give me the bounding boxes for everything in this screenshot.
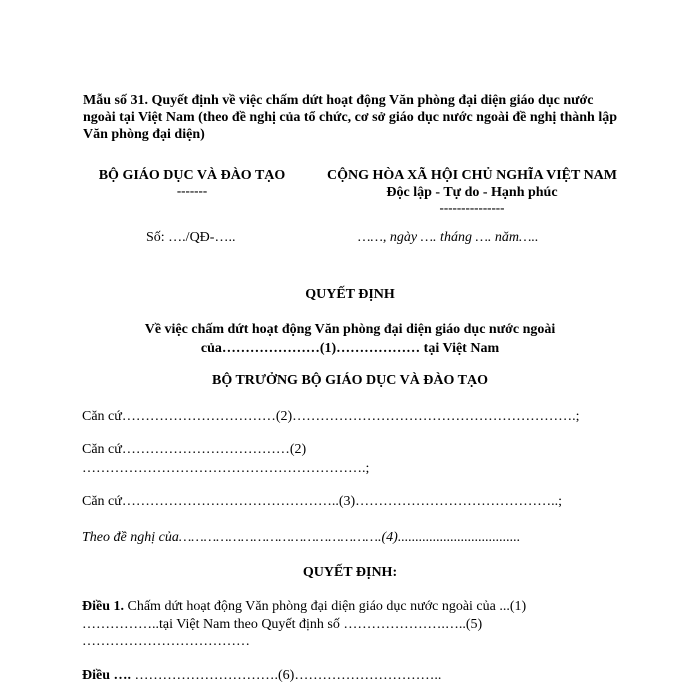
minister-heading: BỘ TRƯỞNG BỘ GIÁO DỤC VÀ ĐÀO TẠO xyxy=(211,373,488,388)
article-n-line xyxy=(82,668,441,684)
document-number: Số: …./QĐ-….. xyxy=(146,230,236,245)
decision-heading: QUYẾT ĐỊNH xyxy=(305,287,395,302)
proposal-line: Theo đề nghị của………………………………………….(4)................................... xyxy=(82,530,521,545)
basis-line-1: Căn cứ……………………………(2)…………………………………………………….; xyxy=(82,409,580,424)
article-1-label: Điều 1. xyxy=(82,599,124,614)
article-1-line-2: ……………..tại Việt Nam theo Quyết định số ………………….…..(5) xyxy=(82,617,483,632)
agency-underline: ------- xyxy=(176,183,208,198)
nation-motto: Độc lập - Tự do - Hạnh phúc xyxy=(386,185,558,200)
agency-block xyxy=(82,167,302,198)
agency-name: BỘ GIÁO DỤC VÀ ĐÀO TẠO xyxy=(98,168,286,183)
article-1-line-1 xyxy=(82,599,526,615)
decides-heading: QUYẾT ĐỊNH: xyxy=(302,565,398,580)
template-title: Mẫu số 31. Quyết định về việc chấm dứt hoạt động Văn phòng đại diện giáo dục nước ngoài tại Việt Nam (theo đề nghị của tổ chức, cơ sở giáo dục nước ngoài đề nghị thành lập Văn phòng đại diện) xyxy=(83,93,617,142)
basis-line-2: Căn cứ………………………………(2) xyxy=(82,442,307,457)
basis-line-3: Căn cứ………………………………………..(3)……………………………………..; xyxy=(82,494,563,509)
basis-line-2-continuation: …………………………………………………….; xyxy=(82,461,370,476)
motto-underline: --------------- xyxy=(439,200,505,215)
article-1-text: Chấm dứt hoạt động Văn phòng đại diện giáo dục nước ngoài của ...(1) xyxy=(124,599,527,614)
article-1-line-3: ……………………………… xyxy=(82,634,250,649)
about-line-2: của…………………(1)……………… tại Việt Nam xyxy=(200,341,500,356)
article-n-label: Điều …. xyxy=(82,668,131,683)
place-date: ……, ngày …. tháng …. năm….. xyxy=(358,230,539,245)
nation-name: CỘNG HÒA XÃ HỘI CHỦ NGHĨA VIỆT NAM xyxy=(326,168,617,183)
about-line-1: Về việc chấm dứt hoạt động Văn phòng đại diện giáo dục nước ngoài xyxy=(144,322,556,337)
article-n-text: ………………………….(6)………………………….. xyxy=(131,668,442,683)
nation-block xyxy=(302,167,642,215)
